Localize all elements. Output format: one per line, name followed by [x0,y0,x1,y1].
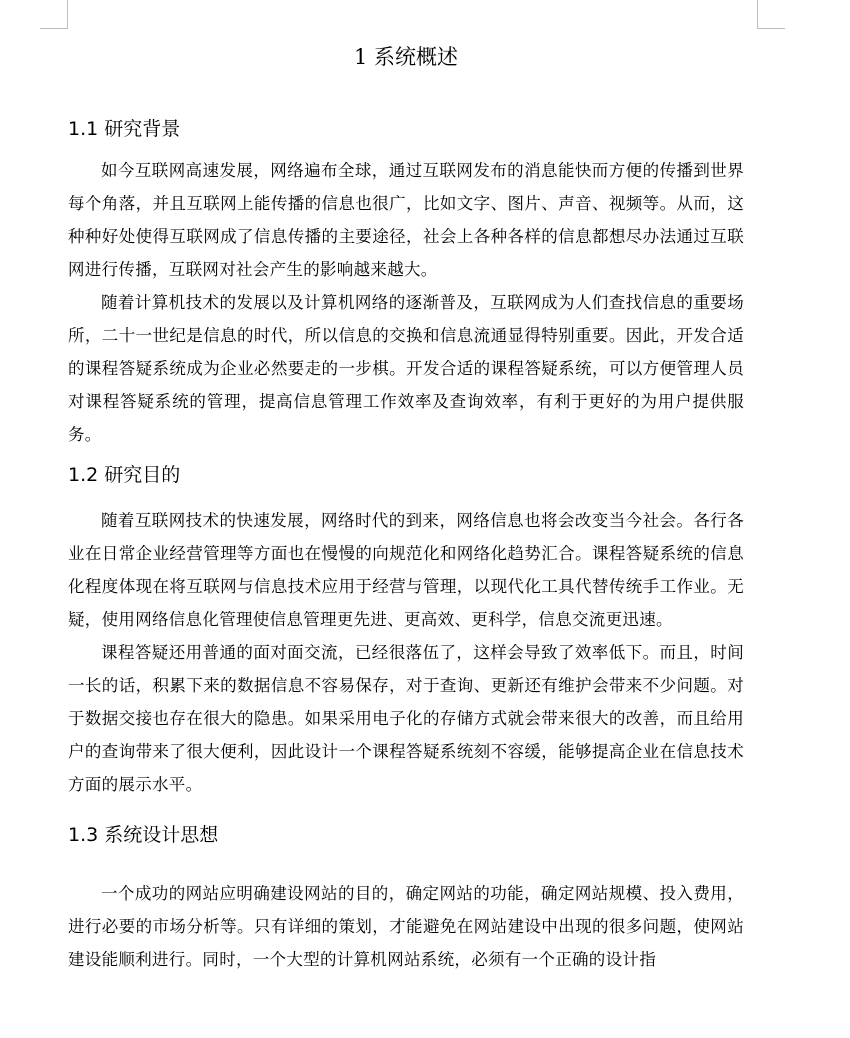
crop-mark-top-left-vertical [67,0,68,29]
section-body-1-3 [68,877,744,976]
chapter-title: 1 系统概述 [353,45,459,69]
paragraph: 随着计算机技术的发展以及计算机网络的逐渐普及，互联网成为人们查找信息的重要场所，二十一世纪是信息的时代，所以信息的交换和信息流通显得特别重要。因此，开发合适的课程答疑系统成为企业必然要走的一步棋。开发合适的课程答疑系统，可以方便管理人员对课程答疑系统的管理，提高信息管理工作效率及查询效率，有利于更好的为用户提供服务。 [68,293,744,444]
crop-mark-top-left [40,28,68,29]
paragraph: 一个成功的网站应明确建设网站的目的，确定网站的功能，确定网站规模、投入费用，进行必要的市场分析等。只有详细的策划，才能避免在网站建设中出现的很多问题，使网站建设能顺利进行。同时，一个大型的计算机网站系统，必须有一个正确的设计指 [68,884,744,969]
paragraph: 如今互联网高速发展，网络遍布全球，通过互联网发布的消息能快而方便的传播到世界每个角落，并且互联网上能传播的信息也很广，比如文字、图片、声音、视频等。从而，这种种好处使得互联网成了信息传播的主要途径，社会上各种各样的信息都想尽办法通过互联网进行传播，互联网对社会产生的影响越来越大。 [68,161,744,279]
crop-mark-top-right [757,28,785,29]
paragraph: 随着互联网技术的快速发展，网络时代的到来，网络信息也将会改变当今社会。各行各业在日常企业经营管理等方面也在慢慢的向规范化和网络化趋势汇合。课程答疑系统的信息化程度体现在将互联网与信息技术应用于经营与管理，以现代化工具代替传统手工作业。无疑，使用网络信息化管理使信息管理更先进、更高效、更科学，信息交流更迅速。 [68,511,744,629]
section-body-1-1 [68,154,744,451]
section-heading-1-1: 1.1 研究背景 [68,118,181,140]
document-body [68,40,744,976]
crop-mark-top-right-vertical [757,0,758,29]
section-body-1-2 [68,504,744,801]
paragraph: 课程答疑还用普通的面对面交流，已经很落伍了，这样会导致了效率低下。而且，时间一长的话，积累下来的数据信息不容易保存，对于查询、更新还有维护会带来不少问题。对于数据交接也存在很大的隐患。如果采用电子化的存储方式就会带来很大的改善，而且给用户的查询带来了很大便利，因此设计一个课程答疑系统刻不容缓，能够提高企业在信息技术方面的展示水平。 [68,643,744,794]
section-heading-1-2: 1.2 研究目的 [68,464,181,486]
section-heading-1-3: 1.3 系统设计思想 [68,824,219,846]
